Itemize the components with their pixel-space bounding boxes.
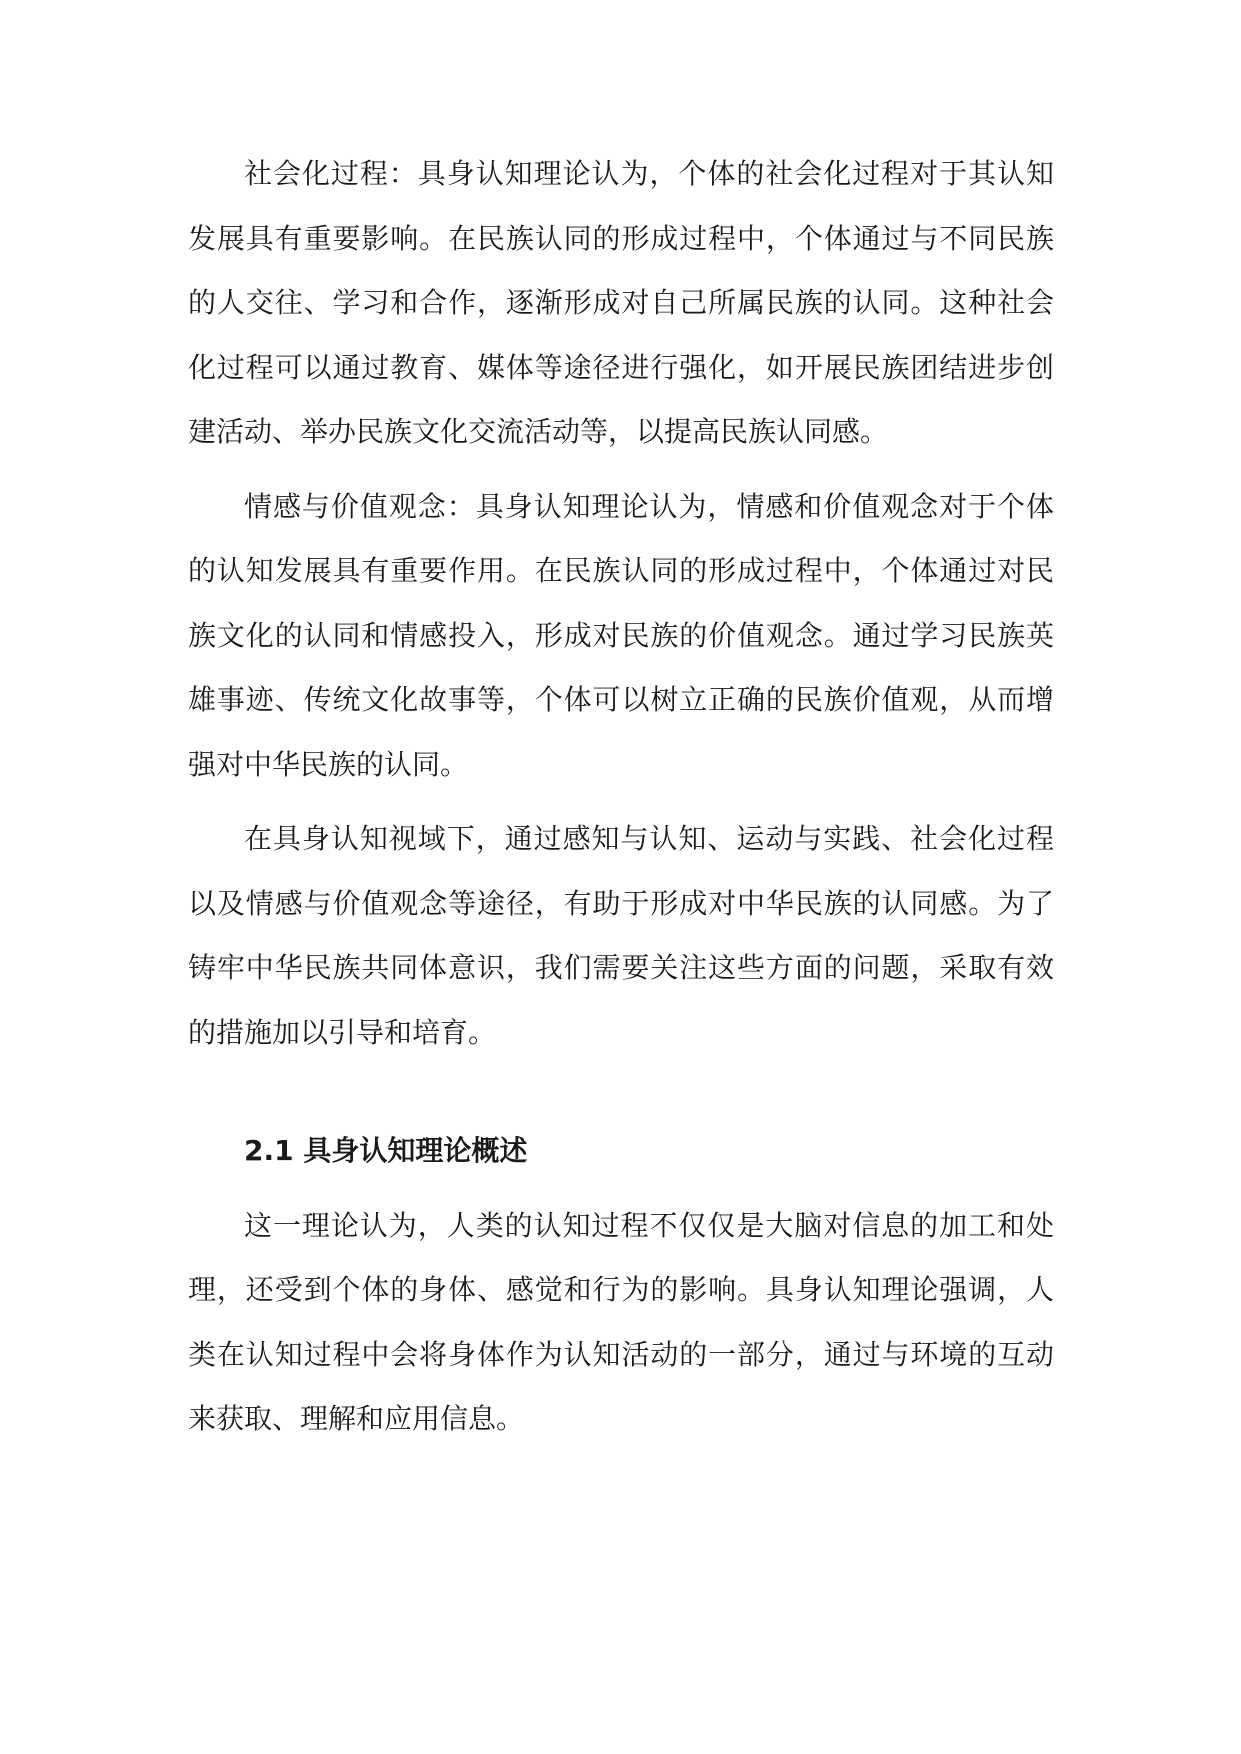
section-heading: 2.1 具身认知理论概述 xyxy=(244,1134,528,1167)
paragraph-emotion-values: 情感与价值观念：具身认知理论认为，情感和价值观念对于个体的认知发展具有重要作用。在民族认同的形成过程中，个体通过对民族文化的认同和情感投入，形成对民族的价值观念。通过学习民族英雄事迹、传统文化故事等，个体可以树立正确的民族价值观，从而增强对中华民族的认同。 xyxy=(188,489,1054,781)
paragraph-theory-overview: 这一理论认为，人类的认知过程不仅仅是大脑对信息的加工和处理，还受到个体的身体、感觉和行为的影响。具身认知理论强调，人类在认知过程中会将身体作为认知活动的一部分，通过与环境的互动来获取、理解和应用信息。 xyxy=(188,1208,1054,1435)
paragraph-socialization: 社会化过程：具身认知理论认为，个体的社会化过程对于其认知发展具有重要影响。在民族认同的形成过程中，个体通过与不同民族的人交往、学习和合作，逐渐形成对自己所属民族的认同。这种社会化过程可以通过教育、媒体等途径进行强化，如开展民族团结进步创建活动、举办民族文化交流活动等，以提高民族认同感。 xyxy=(188,157,1054,448)
document-body xyxy=(188,142,1054,1462)
paragraph-conclusion: 在具身认知视域下，通过感知与认知、运动与实践、社会化过程以及情感与价值观念等途径，有助于形成对中华民族的认同感。为了铸牢中华民族共同体意识，我们需要关注这些方面的问题，采取有效的措施加以引导和培育。 xyxy=(188,822,1054,1049)
